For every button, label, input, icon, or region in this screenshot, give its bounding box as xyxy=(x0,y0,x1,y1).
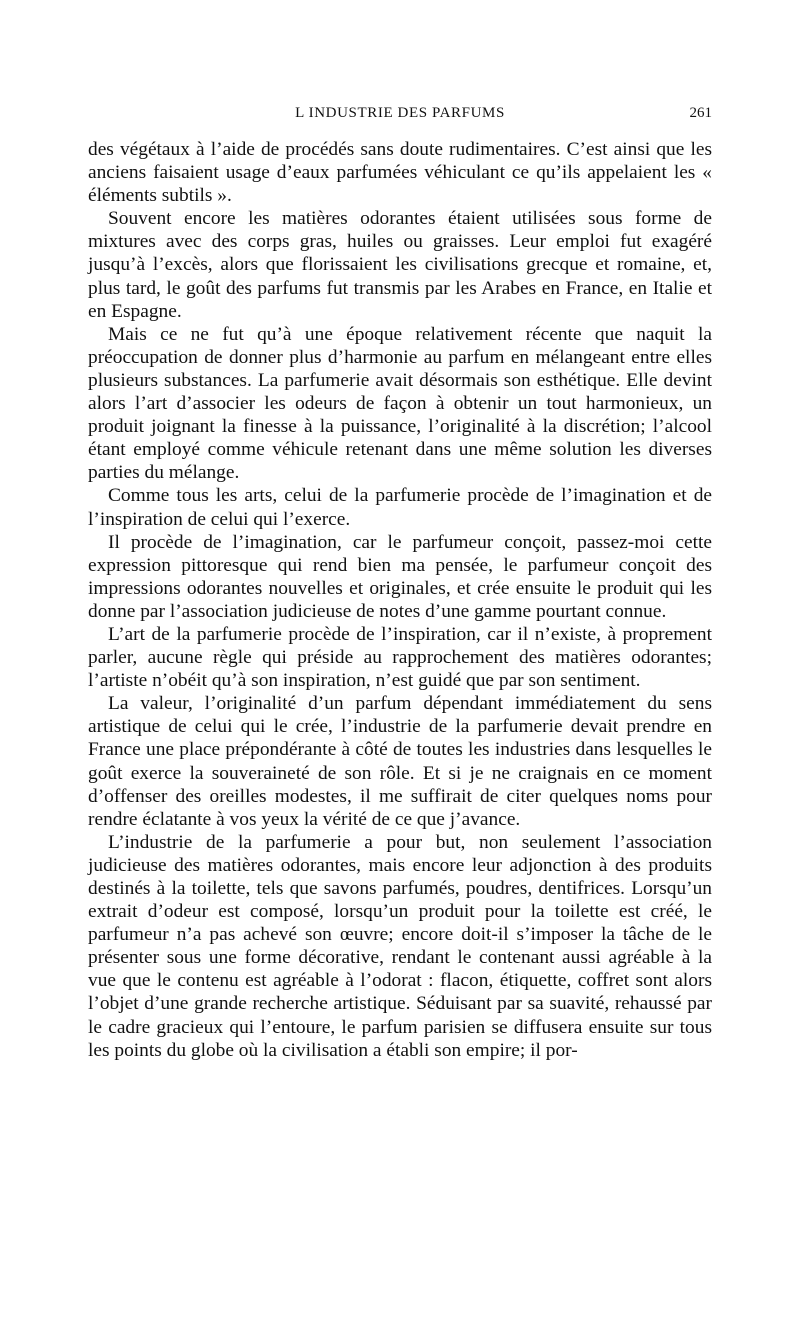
page-number: 261 xyxy=(689,105,712,121)
paragraph-5: Il procède de l’imagination, car le parfumeur conçoit, passez-moi cette expression pittoresque qui rend bien ma pensée, le parfumeur conçoit des impressions odorantes nouvelles et originales, et crée ensuite le produit qui les donne par l’association judicieuse de notes d’une gamme pourtant connue. xyxy=(88,531,712,622)
paragraph-8: L’industrie de la parfumerie a pour but, non seulement l’association judicieuse des matières odorantes, mais encore leur adjonction à des produits destinés à la toilette, tels que savons parfumés, poudres, dentifrices. Lorsqu’un extrait d’odeur est composé, lorsqu’un produit pour la toilette est créé, le parfumeur n’a pas achevé son œuvre; encore doit-il s’imposer la tâche de le présenter sous une forme décorative, rendant le contenant aussi agréable à la vue que le contenu est agréable à l’odorat : flacon, étiquette, coffret sont alors l’objet d’une grande recherche artistique. Séduisant par sa suavité, rehaussé par le cadre gracieux qui l’entoure, le parfum parisien se diffusera ensuite sur tous les points du globe où la civilisation a établi son empire; il por- xyxy=(88,831,712,1061)
paragraph-6: L’art de la parfumerie procède de l’inspiration, car il n’existe, à proprement parler, aucune règle qui préside au rapprochement des matières odorantes; l’artiste n’obéit qu’à son inspiration, n’est guidé que par son sentiment. xyxy=(88,623,712,692)
body-text xyxy=(88,138,712,1062)
paragraph-7: La valeur, l’originalité d’un parfum dépendant immédiatement du sens artistique de celui qui le crée, l’industrie de la parfumerie devait prendre en France une place prépondérante à côté de toutes les industries dans lesquelles le goût exerce la souveraineté de son rôle. Et si je ne craignais en ce moment d’offenser des oreilles modestes, il me suffirait de citer quelques noms pour rendre éclatante à vos yeux la vérité de ce que j’avance. xyxy=(88,693,712,830)
page-header xyxy=(88,103,712,127)
paragraph-1: des végétaux à l’aide de procédés sans doute rudimentaires. C’est ainsi que les anciens faisaient usage d’eaux parfumées véhiculant ce qu’ils appelaient les « éléments subtils ». xyxy=(88,139,712,207)
paragraph-4: Comme tous les arts, celui de la parfumerie procède de l’imagination et de l’inspiration de celui qui l’exerce. xyxy=(88,485,712,530)
running-title: L INDUSTRIE DES PARFUMS xyxy=(295,105,505,121)
paragraph-3: Mais ce ne fut qu’à une époque relativement récente que naquit la préoccupation de donner plus d’harmonie au parfum en mélangeant entre elles plusieurs substances. La parfumerie avait désormais son esthétique. Elle devint alors l’art d’associer les odeurs de façon à obtenir un tout harmonieux, un produit joignant la finesse à la puissance, l’originalité à la discrétion; l’alcool étant employé comme véhicule retenant dans une même solution les diverses parties du mélange. xyxy=(88,323,712,484)
paragraph-2: Souvent encore les matières odorantes étaient utilisées sous forme de mixtures avec des corps gras, huiles ou graisses. Leur emploi fut exagéré jusqu’à l’excès, alors que florissaient les civilisations grecque et romaine, et, plus tard, le goût des parfums fut transmis par les Arabes en France, en Italie et en Espagne. xyxy=(88,208,712,322)
